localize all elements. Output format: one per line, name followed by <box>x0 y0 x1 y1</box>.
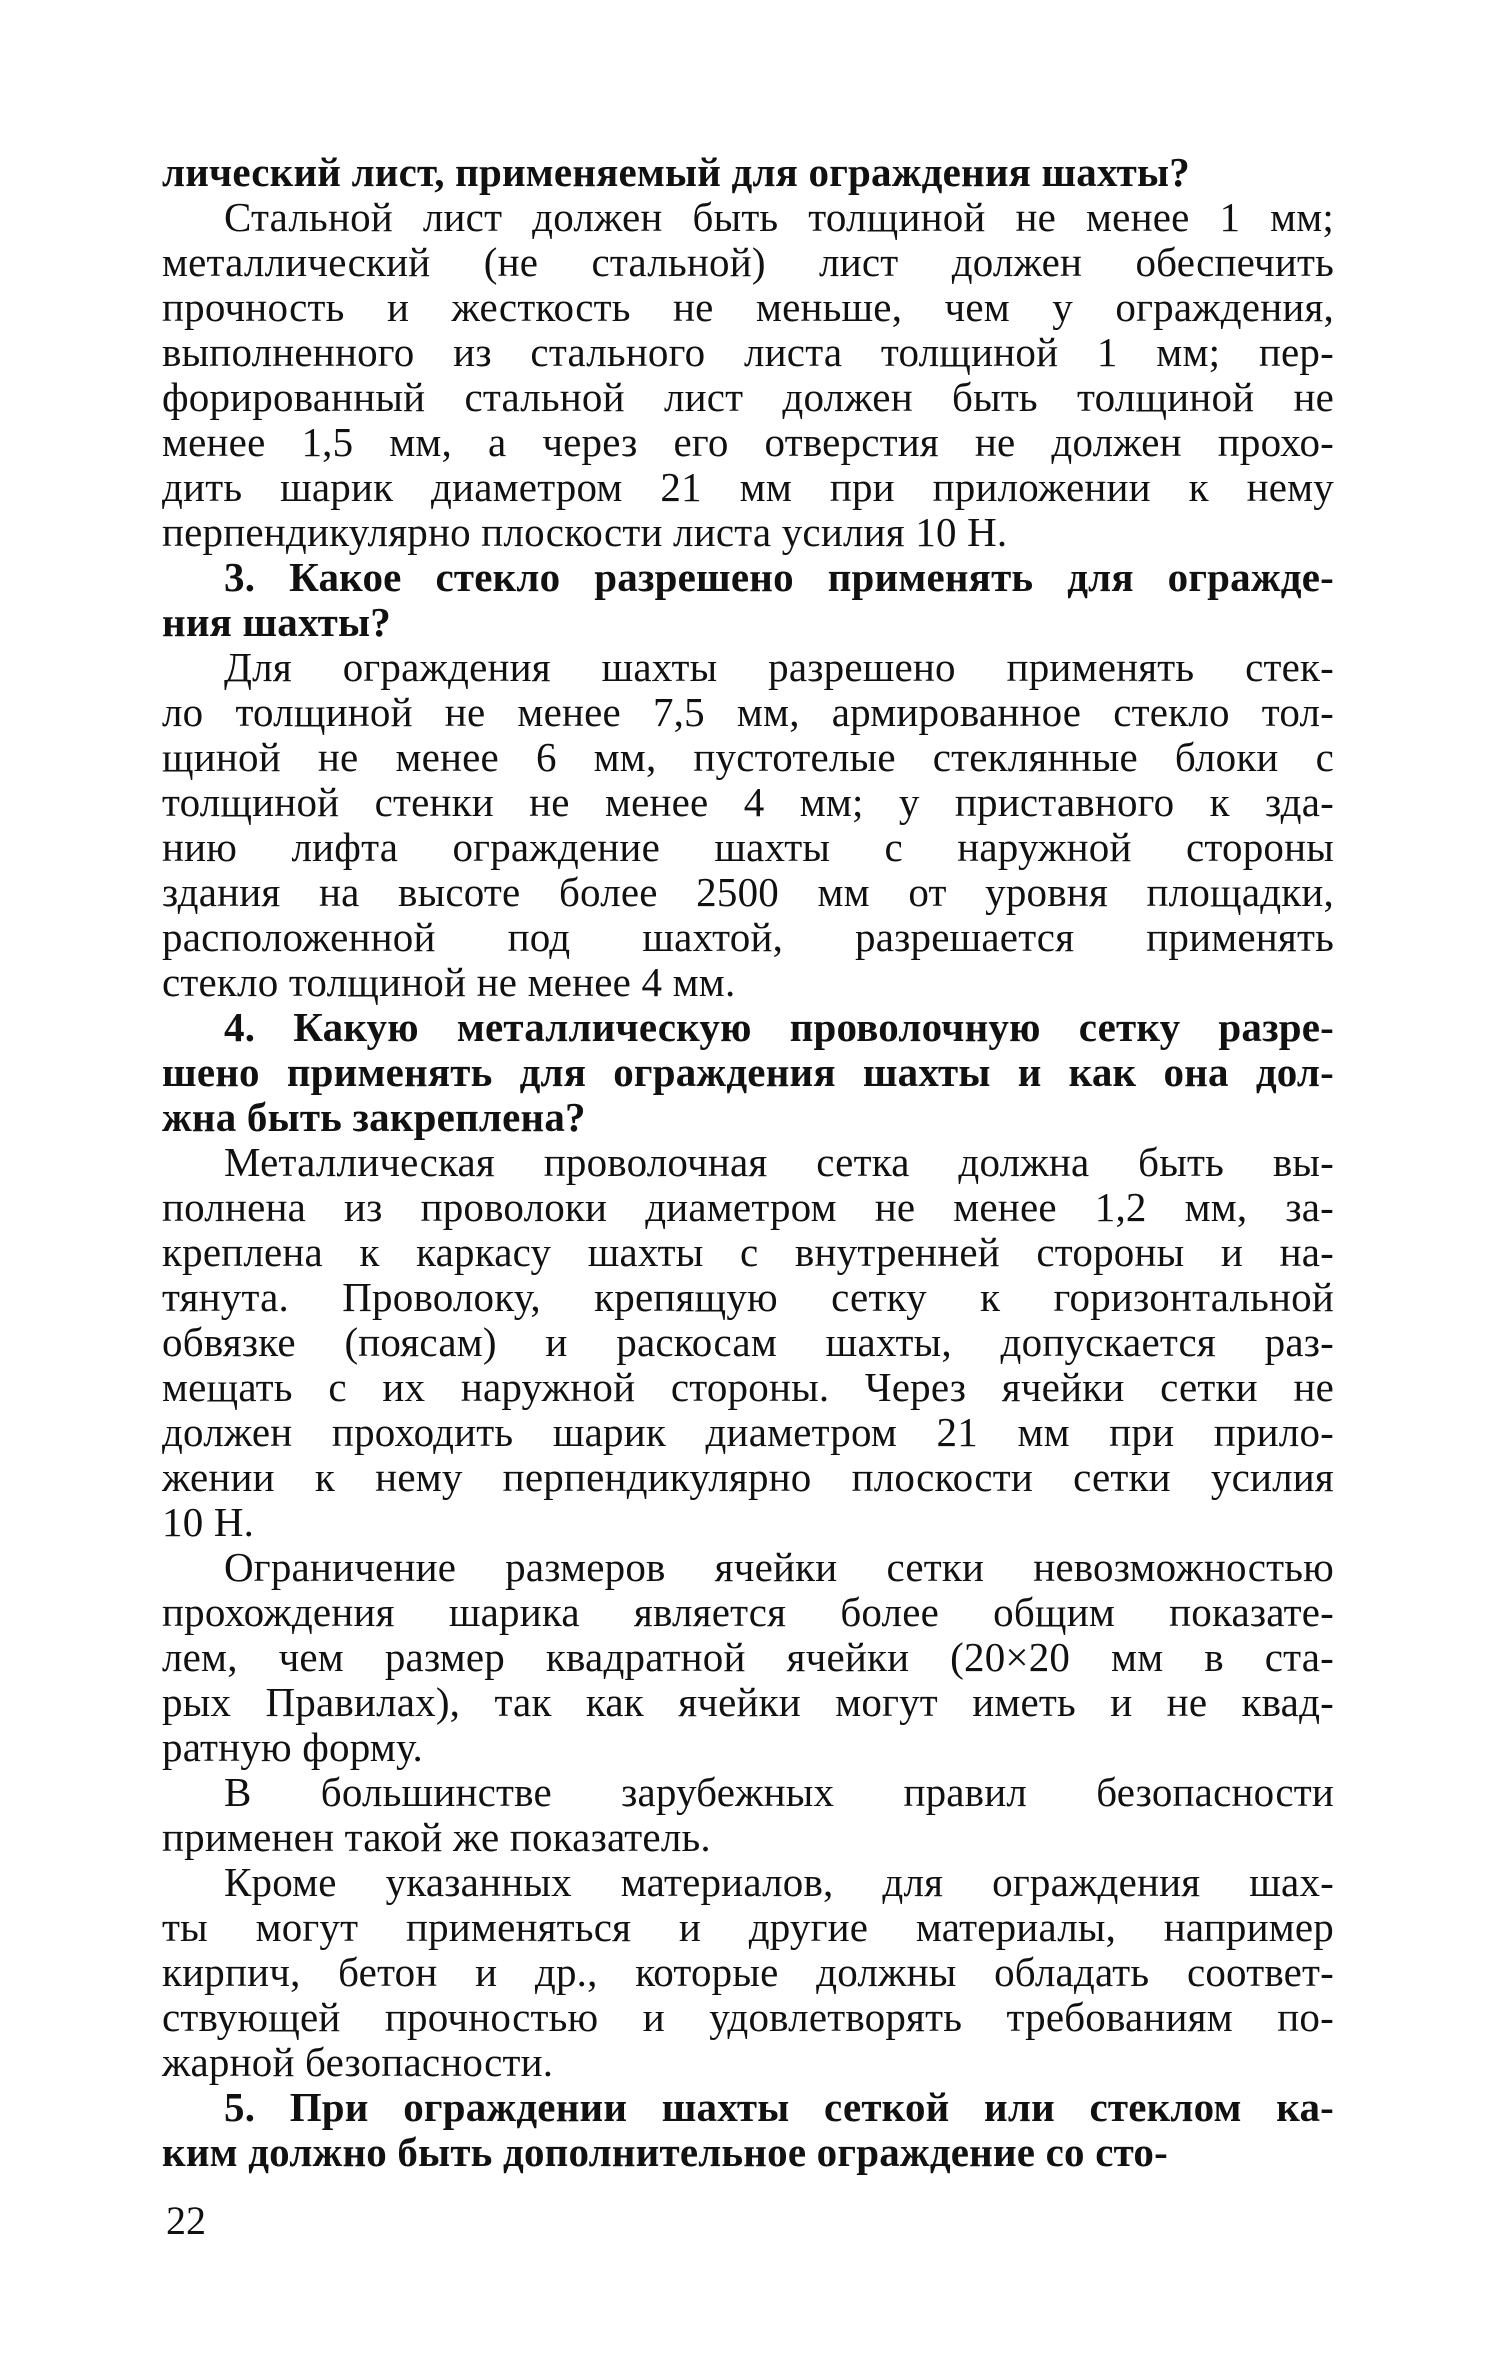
question-heading <box>162 2085 1334 2175</box>
text-line: 4. Какую металлическую проволочную сетку разре- <box>224 1004 1334 1050</box>
text-line: металлический (не стальной) лист должен обеспечить <box>162 239 1334 285</box>
text-line: форированный стальной лист должен быть толщиной не <box>162 374 1334 420</box>
text-line: должен проходить шарик диаметром 21 мм при прило- <box>162 1409 1334 1455</box>
text-line: ния шахты? <box>162 599 391 645</box>
text-column <box>162 150 1334 2175</box>
text-line: толщиной стенки не менее 4 мм; у приставного к зда- <box>162 779 1334 825</box>
text-line: применен такой же показатель. <box>162 1814 711 1860</box>
text-line: ло толщиной не менее 7,5 мм, армированное стекло тол- <box>162 689 1334 735</box>
text-line: тянута. Проволоку, крепящую сетку к горизонтальной <box>162 1274 1334 1320</box>
text-line: Кроме указанных материалов, для ограждения шах- <box>224 1859 1334 1905</box>
text-line: 10 Н. <box>162 1499 255 1545</box>
text-line: дить шарик диаметром 21 мм при приложении к нему <box>162 464 1334 510</box>
text-line: ты могут применяться и другие материалы, например <box>162 1904 1334 1950</box>
text-line: Ограничение размеров ячейки сетки невозможностью <box>224 1544 1334 1590</box>
text-line: ратную форму. <box>162 1724 424 1770</box>
text-line: менее 1,5 мм, а через его отверстия не должен прохо- <box>162 419 1334 465</box>
text-line: Стальной лист должен быть толщиной не менее 1 мм; <box>224 194 1334 240</box>
text-line: полнена из проволоки диаметром не менее 1,2 мм, за- <box>162 1184 1334 1230</box>
question-heading <box>162 1005 1334 1140</box>
text-line: шено применять для ограждения шахты и как она дол- <box>162 1049 1334 1095</box>
question-heading <box>162 150 1334 195</box>
text-line: стекло толщиной не менее 4 мм. <box>162 959 736 1005</box>
question-heading <box>162 555 1334 645</box>
text-line: 5. При ограждении шахты сеткой или стеклом ка- <box>224 2084 1334 2130</box>
text-line: нию лифта ограждение шахты с наружной стороны <box>162 824 1334 870</box>
text-line: жении к нему перпендикулярно плоскости сетки усилия <box>162 1454 1334 1500</box>
text-line: прохождения шарика является более общим показате- <box>162 1589 1334 1635</box>
text-line: 3. Какое стекло разрешено применять для огражде- <box>224 554 1334 600</box>
text-line: ким должно быть дополнительное ограждение со сто- <box>162 2129 1168 2175</box>
text-line: Металлическая проволочная сетка должна быть вы- <box>224 1139 1334 1185</box>
text-line: здания на высоте более 2500 мм от уровня площадки, <box>162 869 1334 915</box>
body-paragraph <box>162 1860 1334 2085</box>
body-paragraph <box>162 1140 1334 1545</box>
text-line: обвязке (поясам) и раскосам шахты, допускается раз- <box>162 1319 1334 1365</box>
text-line: В большинстве зарубежных правил безопасности <box>224 1769 1334 1815</box>
body-paragraph <box>162 1770 1334 1860</box>
text-line: кирпич, бетон и др., которые должны обладать соответ- <box>162 1949 1334 1995</box>
text-line: расположенной под шахтой, разрешается применять <box>162 914 1334 960</box>
text-line: перпендикулярно плоскости листа усилия 10 Н. <box>162 509 1008 555</box>
text-line: жарной безопасности. <box>162 2039 554 2085</box>
text-line: лем, чем размер квадратной ячейки (20×20 мм в ста- <box>162 1634 1334 1680</box>
body-paragraph <box>162 1545 1334 1770</box>
body-paragraph <box>162 645 1334 1005</box>
text-line: мещать с их наружной стороны. Через ячейки сетки не <box>162 1364 1334 1410</box>
text-line: Для ограждения шахты разрешено применять стек- <box>224 644 1334 690</box>
text-line: щиной не менее 6 мм, пустотелые стеклянные блоки с <box>162 734 1334 780</box>
text-line: выполненного из стального листа толщиной 1 мм; пер- <box>162 329 1334 375</box>
page-number: 22 <box>166 2198 206 2243</box>
text-line: жна быть закреплена? <box>162 1094 586 1140</box>
text-line: лический лист, применяемый для ограждения шахты? <box>162 149 1190 195</box>
text-line: ствующей прочностью и удовлетворять требованиям по- <box>162 1994 1334 2040</box>
text-line: рых Правилах), так как ячейки могут иметь и не квад- <box>162 1679 1334 1725</box>
text-line: прочность и жесткость не меньше, чем у ограждения, <box>162 284 1334 330</box>
body-paragraph <box>162 195 1334 555</box>
text-line: креплена к каркасу шахты с внутренней стороны и на- <box>162 1229 1334 1275</box>
